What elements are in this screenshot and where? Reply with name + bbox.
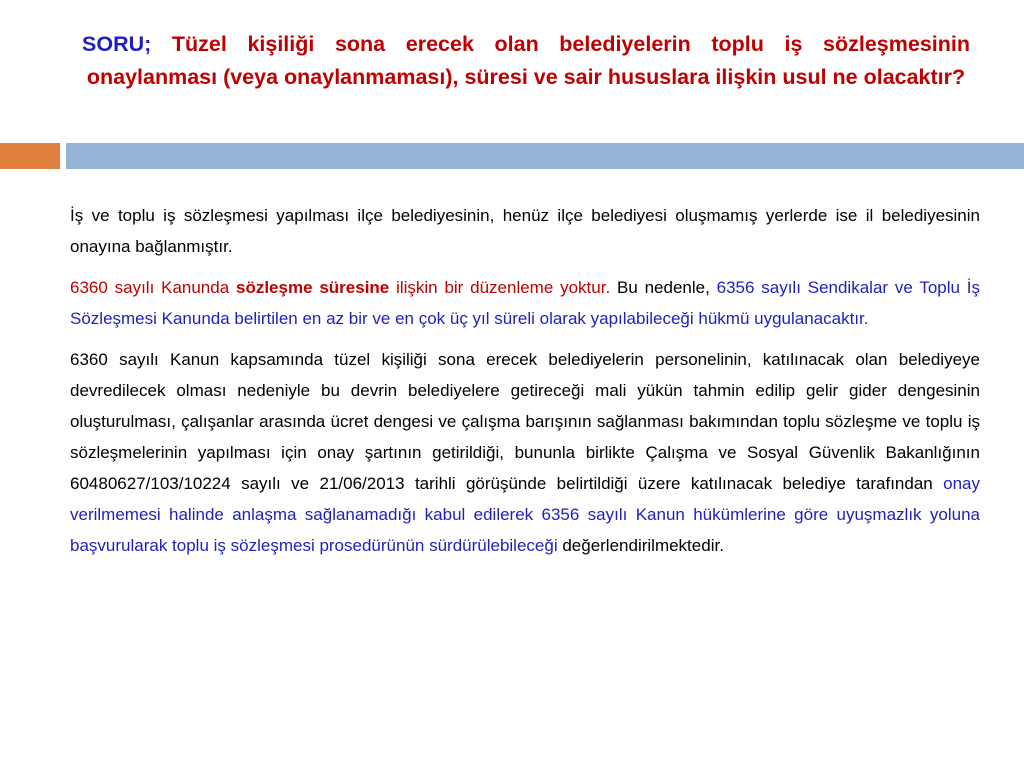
p2-part5: 6356 sayılı Sendikalar ve Toplu İş Sözleşmesi Kanunda belirtilen en az bir ve en çok üç yıl süreli olarak yapılabileceği hükmü uygulanacaktır. [70,278,980,328]
paragraph-3 [70,344,980,561]
slide-title [82,28,970,94]
accent-bar-blue [66,143,1024,169]
p2-part1: 6360 sayılı Kanunda [70,278,236,297]
p2-part4: Bu nedenle, [610,278,717,297]
paragraph-1: İş ve toplu iş sözleşmesi yapılması ilçe belediyesinin, henüz ilçe belediyesi oluşmamış yerlerde ise il belediyesinin onayına bağlanmıştır. [70,206,980,256]
paragraph-2 [70,272,980,334]
p2-bold-term: sözleşme süresine [235,278,390,297]
p3-part3: değerlendirilmektedir. [557,536,724,555]
slide-body [70,200,980,571]
p3-part2: onay verilmemesi halinde anlaşma sağlanamadığı kabul edilerek 6356 sayılı Kanun hükümlerine göre uyuşmazlık yoluna başvurularak toplu iş sözleşmesi prosedürünün sürdürülebileceği [70,474,980,555]
p2-part3: ilişkin bir düzenleme yoktur. [389,278,611,297]
accent-bar-orange [0,143,60,169]
title-text: Tüzel kişiliği sona erecek olan belediyelerin toplu iş sözleşmesinin onaylanması (veya onaylanmaması), süresi ve sair hususlara ilişkin usul ne olacaktır? [86,32,970,89]
p3-part1: 6360 sayılı Kanun kapsamında tüzel kişiliği sona erecek belediyelerin personelinin, katılınacak olan belediyeye devredilecek olması nedeniyle bu devrin belediyelere getireceği mali yükün tahmin edilip gelir gider dengesinin oluşturulması, çalışanlar arasında ücret dengesi ve çalışma barışının sağlanması bakımından toplu sözleşme ve toplu iş sözleşmelerinin yapılması için onay şartının getirildiği, bununla birlikte Çalışma ve Sosyal Güvenlik Bakanlığının 60480627/103/10224 sayılı ve 21/06/2013 tarihli görüşünde belirtildiği üzere katılınacak belediye tarafından [70,350,980,493]
title-prefix: SORU; [82,32,152,56]
